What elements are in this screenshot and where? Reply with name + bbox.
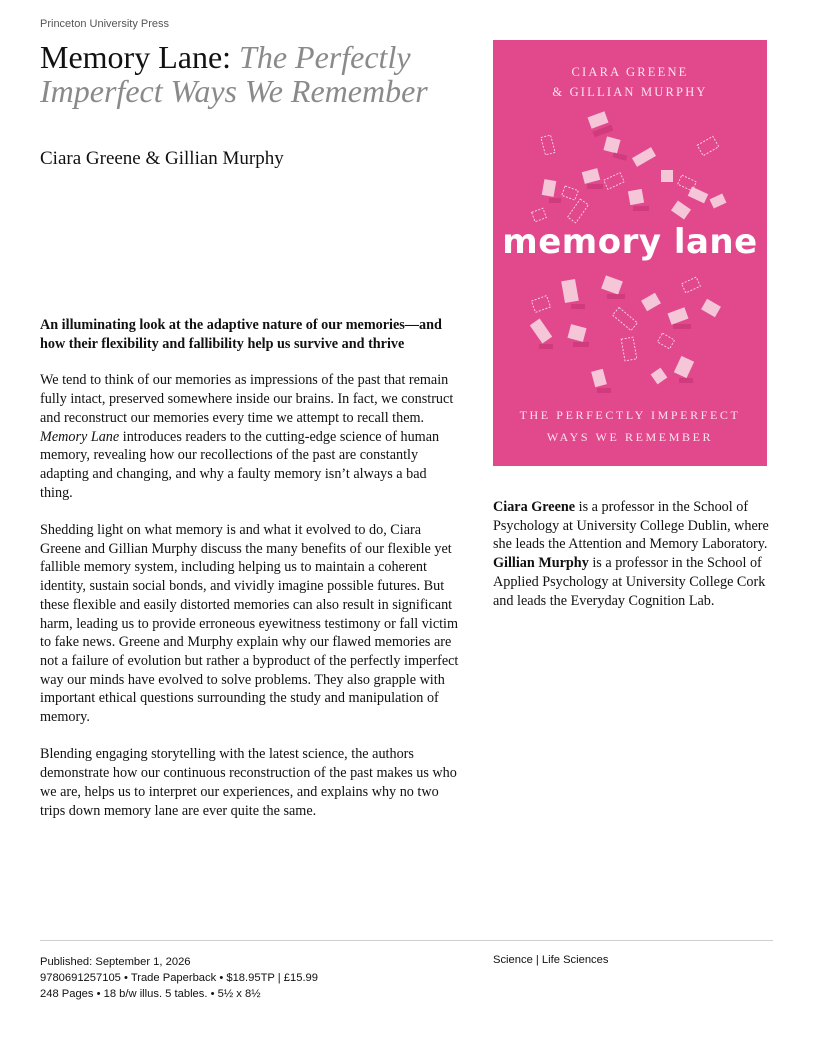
book-title [40, 40, 480, 108]
cover-block [661, 170, 673, 182]
cover-block [582, 168, 601, 184]
bio-name-2: Gillian Murphy [493, 555, 589, 572]
cover-authors [493, 62, 767, 102]
cover-block [710, 194, 727, 209]
p1-text-a: We tend to think of our memories as impressions of the past that remain fully intact, preserved somewhere inside our brains. In fact, we construct and reconstruct our memories every time we attempt to recall them. [40, 372, 454, 426]
cover-block [628, 189, 644, 205]
p1-book-title: Memory Lane [40, 428, 120, 445]
publisher-name: Princeton University Press [40, 18, 169, 30]
cover-block [561, 279, 579, 303]
bio-text-1: is a professor in the School of Psychology at University College Dublin, where she leads the Attention and Memory Laboratory. [493, 499, 769, 553]
cover-title: memory lane [502, 222, 758, 262]
description [40, 316, 462, 839]
cover-block [542, 179, 557, 197]
bio-text-2: is a professor in the School of Applied Psychology at University College Cork and leads the Everyday Cognition Lab. [493, 555, 766, 609]
publish-date: Published: September 1, 2026 [40, 956, 191, 968]
cover-block [651, 368, 668, 385]
footer-divider [40, 940, 773, 941]
description-paragraph-2: Shedding light on what memory is and what it evolved to do, Ciara Greene and Gillian Murphy discuss the many benefits of our flexible yet fallible memory system, including helping us to maintain a coherent identity, sustain social bonds, and vividly imagine possible futures. But these flexible and easily distorted memories can also result in significant harm, leading us to provide erroneous eyewitness testimony or fall victim to fake news. Greene and Murphy explain why our flawed memories are not a failure of evolution but rather a byproduct of the perfectly imperfect way our minds have evolved to solve problems. They also grapple with important ethical questions surrounding the study and manipulation of memory. [40, 522, 459, 726]
description-paragraph-1 [40, 371, 462, 502]
cover-subtitle-line-1: THE PERFECTLY IMPERFECT [519, 408, 741, 422]
cover-author-line-1: CIARA GREENE [571, 65, 689, 79]
cover-block [701, 299, 721, 317]
title-main: Memory Lane: [40, 39, 232, 75]
cover-block [641, 293, 661, 311]
subject-categories: Science | Life Sciences [493, 954, 609, 966]
description-paragraph-3: Blending engaging storytelling with the latest science, the authors demonstrate how our continuous reconstruction of the past makes us who we are, helps us to interpret our experiences, and explains why no two trips down memory lane are ever quite the same. [40, 746, 457, 819]
cover-block [603, 136, 620, 153]
cover-block [667, 307, 688, 324]
cover-block [674, 356, 694, 378]
cover-subtitle [493, 404, 767, 448]
publication-details [40, 954, 318, 1002]
bio-name-1: Ciara Greene [493, 499, 576, 515]
cover-block [671, 200, 691, 219]
book-authors: Ciara Greene & Gillian Murphy [40, 148, 284, 169]
cover-subtitle-line-2: WAYS WE REMEMBER [546, 430, 714, 444]
cover-block [601, 275, 623, 294]
cover-block [567, 324, 586, 342]
p1-text-b: introduces readers to the cutting-edge science of human memory, revealing how our recollections of the past are constantly adapting and changing, and why a faulty memory isn’t always a bad thing. [40, 428, 440, 501]
book-specs: 248 Pages • 18 b/w illus. 5 tables. • 5½ x 8½ [40, 988, 261, 1000]
cover-block [587, 111, 608, 128]
book-subtitle: The Perfectly Imperfect Ways We Remember [40, 39, 428, 109]
cover-author-line-2: & GILLIAN MURPHY [552, 85, 708, 99]
cover-block [591, 369, 607, 388]
cover-block [632, 147, 656, 167]
description-lede: An illuminating look at the adaptive nature of our memories—and how their flexibility and fallibility help us survive and thrive [40, 317, 442, 352]
book-cover [493, 40, 767, 466]
format-price: 9780691257105 • Trade Paperback • $18.95TP | £15.99 [40, 972, 319, 984]
cover-block [688, 187, 709, 204]
author-bio [493, 498, 769, 610]
cover-block [530, 319, 552, 344]
